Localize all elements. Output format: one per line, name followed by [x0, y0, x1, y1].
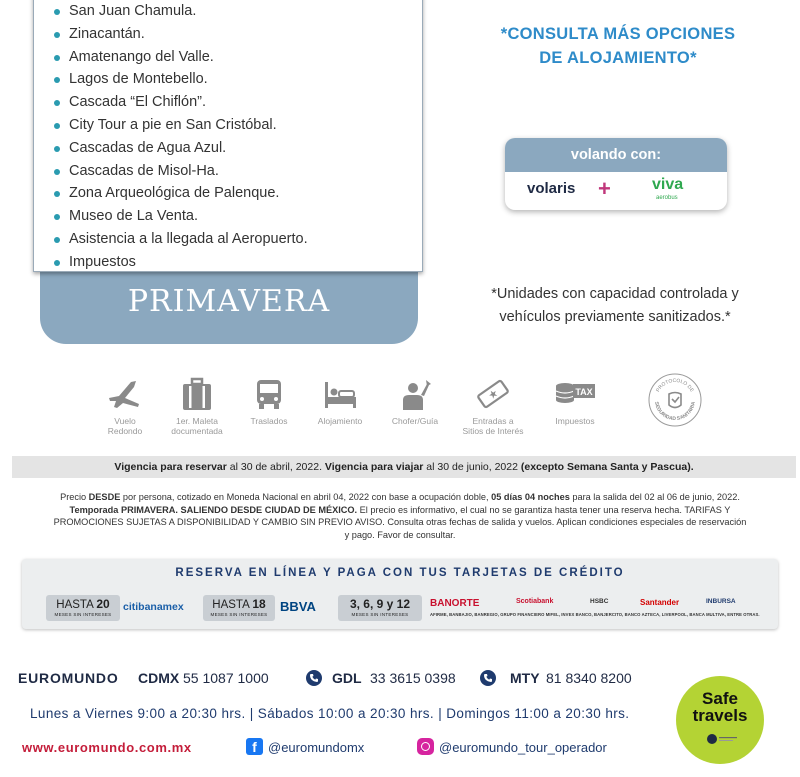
- service-label: Sitios de Interés: [462, 426, 524, 436]
- business-hours: Lunes a Viernes 9:00 a 20:30 hrs. | Sábados 10:00 a 20:30 hrs. | Domingos 11:00 a 20:30 hrs.: [30, 706, 630, 721]
- season-band: [40, 262, 418, 344]
- service-label: Redondo: [107, 426, 143, 436]
- guide-icon: [395, 376, 435, 412]
- list-item: Museo de La Venta.: [52, 205, 308, 228]
- list-item: City Tour a pie en San Cristóbal.: [52, 114, 308, 137]
- wttc-logo-icon: [706, 732, 740, 746]
- safety-seal: [635, 372, 715, 428]
- airplane-icon: [105, 376, 145, 412]
- service-flight: [85, 376, 165, 436]
- gdl-label: GDL: [332, 670, 362, 686]
- bed-icon: [320, 376, 360, 412]
- service-label: Chofer/Guía: [391, 416, 439, 426]
- payment-banner: [22, 559, 778, 629]
- service-taxes: [535, 376, 615, 426]
- banorte-logo: BANORTE: [430, 598, 480, 609]
- fine-print-text: para la salida del 02 al 06 de junio, 2022.: [569, 492, 740, 502]
- bbva-logo: BBVA: [280, 599, 316, 614]
- gdl-phone[interactable]: 33 3615 0398: [370, 670, 456, 686]
- facebook-icon[interactable]: f: [246, 738, 263, 755]
- mty-label: MTY: [510, 670, 540, 686]
- service-label: 1er. Maleta: [175, 416, 219, 426]
- fine-print-text: 05 días 04 noches: [491, 492, 570, 502]
- hsbc-logo: HSBC: [590, 598, 609, 605]
- service-label: Traslados: [250, 416, 288, 426]
- svg-text:SEGURIDAD SANITARIA: [653, 401, 697, 422]
- msi-value: 20: [96, 597, 110, 611]
- more-options-line2: DE ALOJAMIENTO*: [539, 49, 697, 67]
- sanitized-note-line1: *Unidades con capacidad controlada y: [491, 286, 739, 302]
- viva-logo: viva: [652, 176, 684, 193]
- citibanamex-logo: citibanamex: [123, 601, 184, 613]
- service-label: Impuestos: [555, 416, 595, 426]
- list-item: Asistencia a la llegada al Aeropuerto.: [52, 228, 308, 251]
- list-item: Zinacantán.: [52, 23, 308, 46]
- validity-travel-label: Vigencia para viajar: [324, 461, 424, 473]
- phone-icon: [480, 670, 496, 686]
- facebook-handle[interactable]: @euromundomx: [268, 740, 365, 755]
- msi-sub: MESES SIN INTERESES: [54, 612, 112, 617]
- instagram-icon[interactable]: [417, 738, 434, 755]
- svg-text:PROTOCOLO DE: [655, 378, 695, 394]
- msi-badge: [46, 595, 120, 621]
- volaris-plus-icon: +: [598, 176, 611, 201]
- airlines-header: volando con:: [505, 138, 727, 172]
- service-luggage: [157, 376, 237, 436]
- svg-text:TAX: TAX: [575, 387, 593, 397]
- fine-print-text: DESDE: [88, 492, 121, 502]
- service-label: Alojamiento: [317, 416, 363, 426]
- validity-reserve-date: al 30 de abril, 2022.: [226, 461, 325, 473]
- bank-list: AFIRME, BANBAJIO, BANREGIO, GRUPO FINANCIERO MIFEL, INVEX BANCO, BANJERCITO, BANCO AZTECA, LIVERPOOL, BANCA MULTIVA, ENTRE OTRAS.: [430, 612, 760, 617]
- service-label: Vuelo: [114, 416, 136, 426]
- sanitized-note-line2: vehículos previamente sanitizados.*: [499, 309, 731, 325]
- fine-print-text: Precio: [60, 492, 89, 502]
- itinerary-list: [52, 0, 308, 274]
- service-label: Entradas a: [472, 416, 514, 426]
- service-lodging: [300, 376, 380, 426]
- inbursa-logo: INBURSA: [706, 598, 736, 605]
- mty-phone[interactable]: 81 8340 8200: [546, 670, 632, 686]
- validity-reserve-label: Vigencia para reservar: [114, 461, 227, 473]
- itinerary-card: [33, 0, 423, 272]
- cdmx-label: CDMX: [138, 670, 180, 686]
- more-options-link[interactable]: [478, 22, 758, 70]
- msi-value: 3, 6, 9 y 12: [349, 597, 411, 611]
- msi-prefix: HASTA: [56, 599, 97, 611]
- validity-exception: (excepto Semana Santa y Pascua).: [520, 461, 694, 473]
- more-options-line1: *CONSULTA MÁS OPCIONES: [500, 25, 736, 43]
- website-link[interactable]: www.euromundo.com.mx: [22, 740, 192, 755]
- list-item: San Juan Chamula.: [52, 0, 308, 23]
- services-row: [95, 376, 725, 446]
- msi-prefix: HASTA: [212, 599, 253, 611]
- safe-travels-line2: travels: [692, 706, 748, 725]
- ticket-icon: [473, 376, 513, 412]
- brand-name: EUROMUNDO: [18, 670, 119, 686]
- msi-sub: MESES SIN INTERESES: [351, 612, 409, 617]
- suitcase-icon: [177, 376, 217, 412]
- instagram-handle[interactable]: @euromundo_tour_operador: [439, 740, 607, 755]
- validity-strip: [12, 456, 796, 478]
- fine-print-text: por persona, cotizado en Moneda Nacional en abril 04, 2022 con base a ocupación doble,: [120, 492, 492, 502]
- payment-title: RESERVA EN LÍNEA Y PAGA CON TUS TARJETAS DE CRÉDITO: [175, 567, 625, 579]
- safety-seal-icon: [647, 372, 703, 428]
- service-tickets: [453, 376, 533, 436]
- validity-travel-date: al 30 de junio, 2022: [423, 461, 521, 473]
- tax-icon: [553, 376, 597, 412]
- airlines-card: [505, 138, 727, 210]
- viva-sub-label: aerobus: [656, 195, 678, 201]
- santander-logo: Santander: [640, 598, 680, 607]
- safe-travels-line1: Safe: [702, 689, 738, 708]
- msi-value: 18: [252, 597, 266, 611]
- list-item: Lagos de Montebello.: [52, 68, 308, 91]
- msi-badge: [203, 595, 275, 621]
- list-item: Cascadas de Misol-Ha.: [52, 160, 308, 183]
- bus-icon: [249, 376, 289, 412]
- safe-travels-title: [676, 690, 764, 724]
- cdmx-phone[interactable]: 55 1087 1000: [183, 670, 269, 686]
- list-item: Amatenango del Valle.: [52, 46, 308, 69]
- list-item: Zona Arqueológica de Palenque.: [52, 182, 308, 205]
- seal-top-text: PROTOCOLO DE: [655, 377, 695, 394]
- list-item: Impuestos: [52, 251, 308, 274]
- fine-print-text: El precio es informativo, el cual no se garantiza hasta tener una reserva hecha. TARIFAS Y PROMOCIONES SUJETAS A DISPONIBILIDAD Y CAMBIO SIN PREVIO AVISO. Consulta otras fechas de salida y vuelos. Aplican condiciones especiales de reservación y pago. Favor de consultar.: [53, 504, 747, 540]
- list-item: Cascada “El Chiflón”.: [52, 91, 308, 114]
- msi-sub: MESES SIN INTERESES: [210, 612, 268, 617]
- fine-print: [52, 491, 748, 541]
- seal-bottom-text: SEGURIDAD SANITARIA: [653, 401, 697, 423]
- service-guide: [375, 376, 455, 426]
- sanitized-note: [452, 283, 778, 329]
- phone-icon: [306, 670, 322, 686]
- scotiabank-logo: Scotiabank: [516, 598, 554, 605]
- season-label: PRIMAVERA: [127, 284, 331, 319]
- volaris-logo: volaris: [527, 180, 576, 197]
- msi-badge: [338, 595, 422, 621]
- service-transfers: [229, 376, 309, 426]
- safe-travels-badge: [676, 676, 764, 764]
- list-item: Cascadas de Agua Azul.: [52, 137, 308, 160]
- fine-print-text: Temporada PRIMAVERA. SALIENDO DESDE CIUDAD DE MÉXICO.: [69, 504, 358, 515]
- service-label: documentada: [171, 426, 223, 436]
